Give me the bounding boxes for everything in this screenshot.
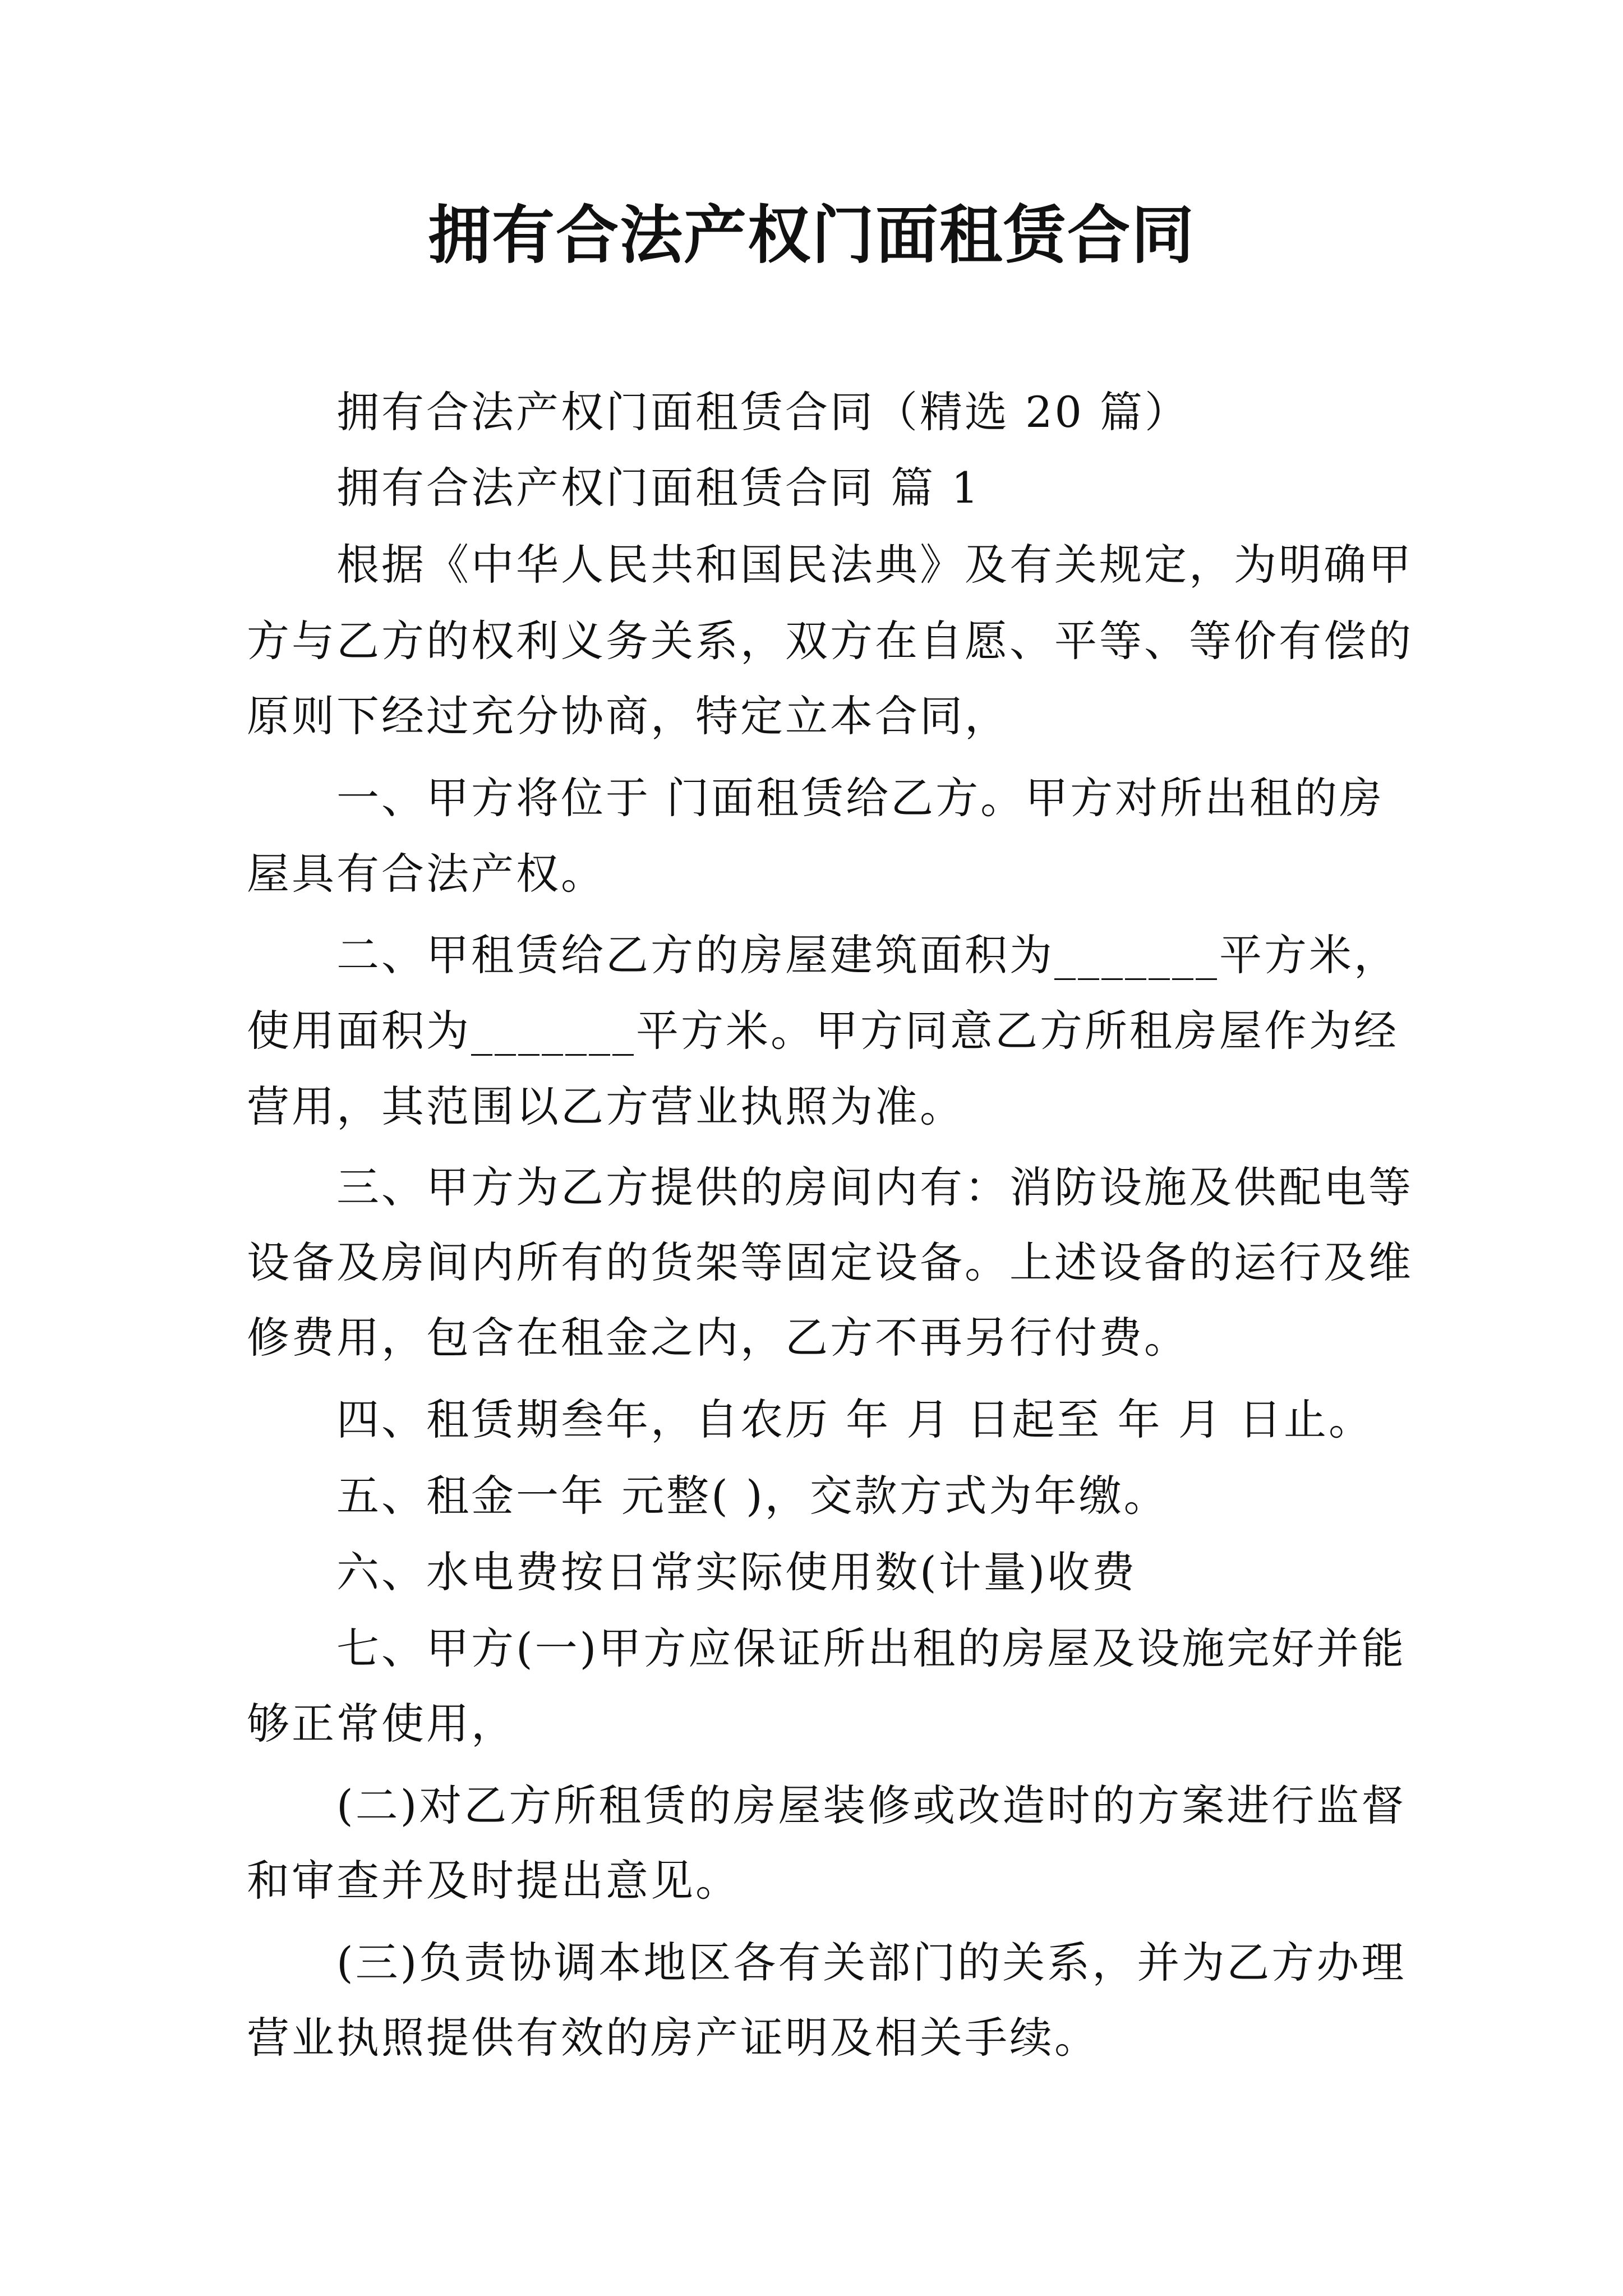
clause-1-line: 一、甲方将位于 门面租赁给乙方。甲方对所出租的房	[336, 773, 1385, 823]
clause-6-line: 六、水电费按日常实际使用数(计量)收费	[336, 1547, 1137, 1597]
clause-2-line: 二、甲租赁给乙方的房屋建筑面积为_______平方米，	[336, 930, 1399, 980]
clause-3-line: 修费用，包含在租金之内，乙方不再另行付费。	[247, 1313, 1189, 1363]
clause-3-line: 设备及房间内所有的货架等固定设备。上述设备的运行及维	[247, 1237, 1413, 1287]
clause-4-line: 四、租赁期叁年，自农历 年 月 日起至 年 月 日止。	[336, 1395, 1373, 1444]
document-title: 拥有合法产权门面租赁合同	[428, 199, 1195, 272]
paragraph-line: 根据《中华人民共和国民法典》及有关规定，为明确甲	[336, 540, 1413, 590]
clause-7-item-3: 营业执照提供有效的房产证明及相关手续。	[247, 2013, 1099, 2063]
clause-5-line: 五、租金一年 元整( )，交款方式为年缴。	[336, 1471, 1169, 1521]
subtitle-line: 拥有合法产权门面租赁合同（精选 20 篇）	[336, 387, 1190, 437]
clause-7-item-2: 和审查并及时提出意见。	[247, 1856, 740, 1906]
clause-2-line: 使用面积为_______平方米。甲方同意乙方所租房屋作为经	[247, 1006, 1399, 1056]
clause-3-line: 三、甲方为乙方提供的房间内有：消防设施及供配电等	[336, 1162, 1413, 1212]
clause-7-line: 够正常使用，	[247, 1699, 516, 1749]
section-heading: 拥有合法产权门面租赁合同 篇 1	[336, 463, 981, 513]
clause-2-line: 营用，其范围以乙方营业执照为准。	[247, 1082, 965, 1131]
paragraph-line: 方与乙方的权利义务关系，双方在自愿、平等、等价有偿的	[247, 616, 1413, 666]
clause-1-line: 屋具有合法产权。	[247, 849, 606, 899]
paragraph-line: 原则下经过充分协商，特定立本合同，	[247, 691, 1009, 741]
clause-7-line: 七、甲方(一)甲方应保证所出租的房屋及设施完好并能	[336, 1623, 1407, 1673]
clause-7-item-2: (二)对乙方所租赁的房屋装修或改造时的方案进行监督	[336, 1780, 1407, 1830]
clause-7-item-3: (三)负责协调本地区各有关部门的关系，并为乙方办理	[336, 1938, 1407, 1987]
